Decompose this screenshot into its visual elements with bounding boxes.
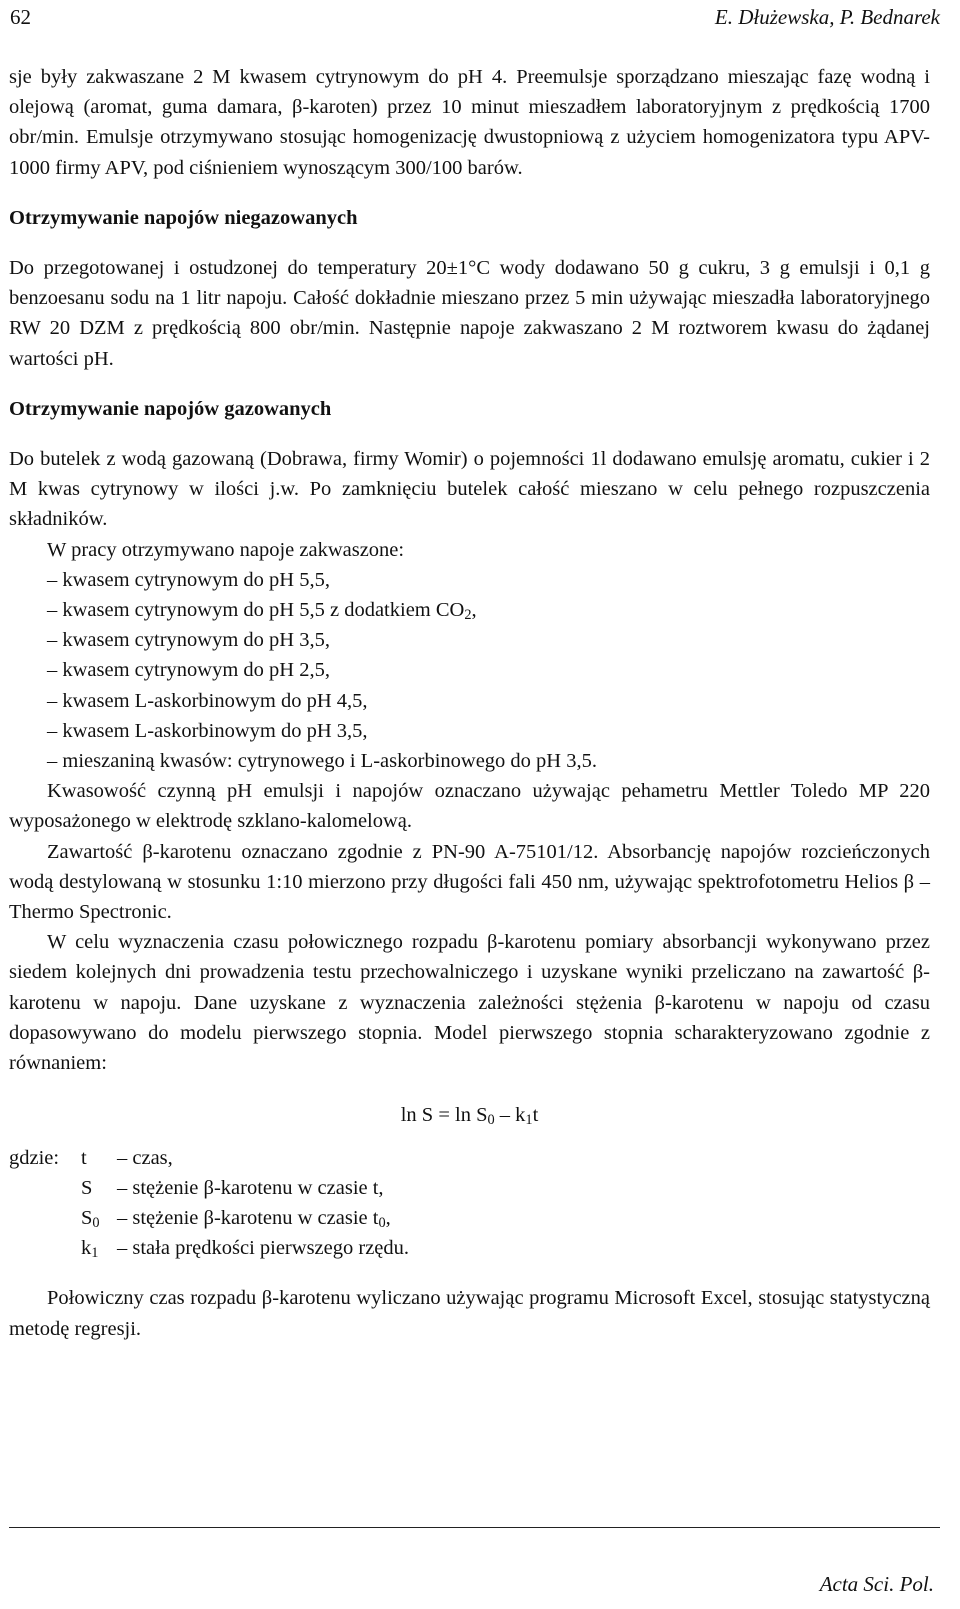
definition-text-tail: ,	[385, 1206, 391, 1229]
equation-rhs: t	[532, 1104, 539, 1127]
spacer	[9, 1263, 930, 1283]
list-item-tail: ,	[471, 599, 477, 622]
page-number: 62	[10, 5, 31, 29]
list-item: – kwasem L-askorbinowym do pH 3,5,	[47, 719, 368, 742]
running-authors: E. Dłużewska, P. Bednarek	[714, 5, 940, 29]
paragraph-half-life-calc: Połowiczny czas rozpadu β-karotenu wyliczano używając programu Microsoft Excel, stosując statystyczną metodę regresji.	[9, 1287, 930, 1340]
definition-symbol: t	[81, 1146, 87, 1169]
paragraph-acidified-intro: W pracy otrzymywano napoje zakwaszone:	[47, 538, 405, 561]
page-header	[10, 2, 940, 32]
definition-symbol	[81, 1203, 117, 1233]
equation-definitions	[9, 1143, 930, 1264]
definition-symbol	[81, 1233, 117, 1263]
definitions-lead-spacer	[9, 1203, 81, 1233]
definition-row	[9, 1203, 930, 1233]
definitions-lead-spacer	[9, 1233, 81, 1263]
list-item-text: – kwasem cytrynowym do pH 5,5 z dodatkiem CO	[47, 599, 465, 622]
paragraph-carotene-content: Zawartość β-karotenu oznaczano zgodnie z PN-90 A-75101/12. Absorbancję napojów rozcieńczonych wodą destylowaną w stosunku 1:10 mierzono przy długości fali 450 nm, używając spektrofotometru Helios β – Thermo Spectronic.	[9, 840, 930, 924]
article-body	[9, 62, 930, 1344]
paragraph-ph-measurement: Kwasowość czynną pH emulsji i napojów oznaczano używając pehametru Mettler Toledo MP 220 wyposażonego w elektrodę szklano-kalomelową.	[9, 780, 930, 833]
definition-text	[117, 1203, 391, 1233]
definition-row	[9, 1143, 930, 1173]
list-item: – kwasem cytrynowym do pH 5,5,	[47, 568, 330, 591]
symbol-base: k	[81, 1237, 92, 1260]
list-item: – kwasem cytrynowym do pH 2,5,	[47, 659, 330, 682]
paragraph-emulsions: sje były zakwaszane 2 M kwasem cytrynowym do pH 4. Preemulsje sporządzano mieszając fazę wodną i olejową (aromat, guma damara, β-karoten) przez 10 minut mieszadłem laboratoryjnym z prędkością 1700 obr/min. Emulsje otrzymywano stosując homogenizację dwustopniową z użyciem homogenizatora typu APV-1000 firmy APV, pod ciśnieniem wynoszącym 300/100 barów.	[9, 66, 930, 179]
subscript: 1	[525, 1112, 533, 1129]
subscript: 0	[92, 1214, 100, 1231]
section-heading-carbonated-drinks: Otrzymywanie napojów gazowanych	[9, 397, 332, 420]
equation-mid: – k	[494, 1104, 526, 1127]
definition-text-main: – stężenie β-karotenu w czasie t	[117, 1206, 379, 1229]
symbol-base: S	[81, 1206, 93, 1229]
acidification-list	[9, 565, 930, 776]
definition-symbol: S	[81, 1176, 93, 1199]
paragraph-half-life-method: W celu wyznaczenia czasu połowicznego rozpadu β-karotenu pomiary absorbancji wykonywano przez siedem kolejnych dni prowadzenia testu przechowalniczego i uzyskane wyniki przeliczano na zawartość β-karotenu w napoju. Dane uzyskane z wyznaczenia zależności stężenia β-karotenu w napoju od czasu dopasowywano do modelu pierwszego stopnia. Model pierwszego stopnia scharakteryzowano zgodnie z równaniem:	[9, 931, 930, 1075]
list-item: – mieszaniną kwasów: cytrynowego i L-askorbinowego do pH 3,5.	[47, 750, 597, 773]
list-item: – kwasem cytrynowym do pH 3,5,	[47, 629, 330, 652]
journal-footer: Acta Sci. Pol.	[819, 1572, 934, 1596]
paragraph-still-drinks: Do przegotowanej i ostudzonej do temperatury 20±1°C wody dodawano 50 g cukru, 3 g emulsji i 0,1 g benzoesanu sodu na 1 litr napoju. Całość dokładnie mieszano przez 5 min używając mieszadła laboratoryjnego RW 20 DZM z prędkością 800 obr/min. Następnie napoje zakwaszano 2 M roztworem kwasu do żądanej wartości pH.	[9, 257, 930, 370]
definition-row	[9, 1173, 930, 1203]
definitions-lead: gdzie:	[9, 1146, 60, 1169]
definition-row	[9, 1233, 930, 1263]
subscript: 0	[378, 1214, 386, 1231]
subscript: 0	[487, 1112, 495, 1129]
paragraph-carbonated-drinks: Do butelek z wodą gazowaną (Dobrawa, firmy Womir) o pojemności 1l dodawano emulsję aromatu, cukier i 2 M kwas cytrynowy w ilości j.w. Po zamknięciu butelek całość mieszano w celu pełnego rozpuszczenia składników.	[9, 448, 930, 531]
subscript: 1	[91, 1245, 99, 1262]
subscript: 2	[464, 607, 472, 624]
footer-divider	[9, 1527, 940, 1528]
section-heading-still-drinks: Otrzymywanie napojów niegazowanych	[9, 206, 358, 229]
first-order-equation	[9, 1100, 930, 1130]
definition-text: – stała prędkości pierwszego rzędu.	[117, 1237, 410, 1260]
definitions-lead-spacer	[9, 1173, 81, 1203]
list-item: – kwasem L-askorbinowym do pH 4,5,	[47, 689, 368, 712]
definition-text: – stężenie β-karotenu w czasie t,	[117, 1176, 384, 1199]
definition-text: – czas,	[117, 1146, 173, 1169]
equation-lhs: ln S = ln S	[400, 1104, 488, 1127]
list-item	[47, 595, 930, 625]
